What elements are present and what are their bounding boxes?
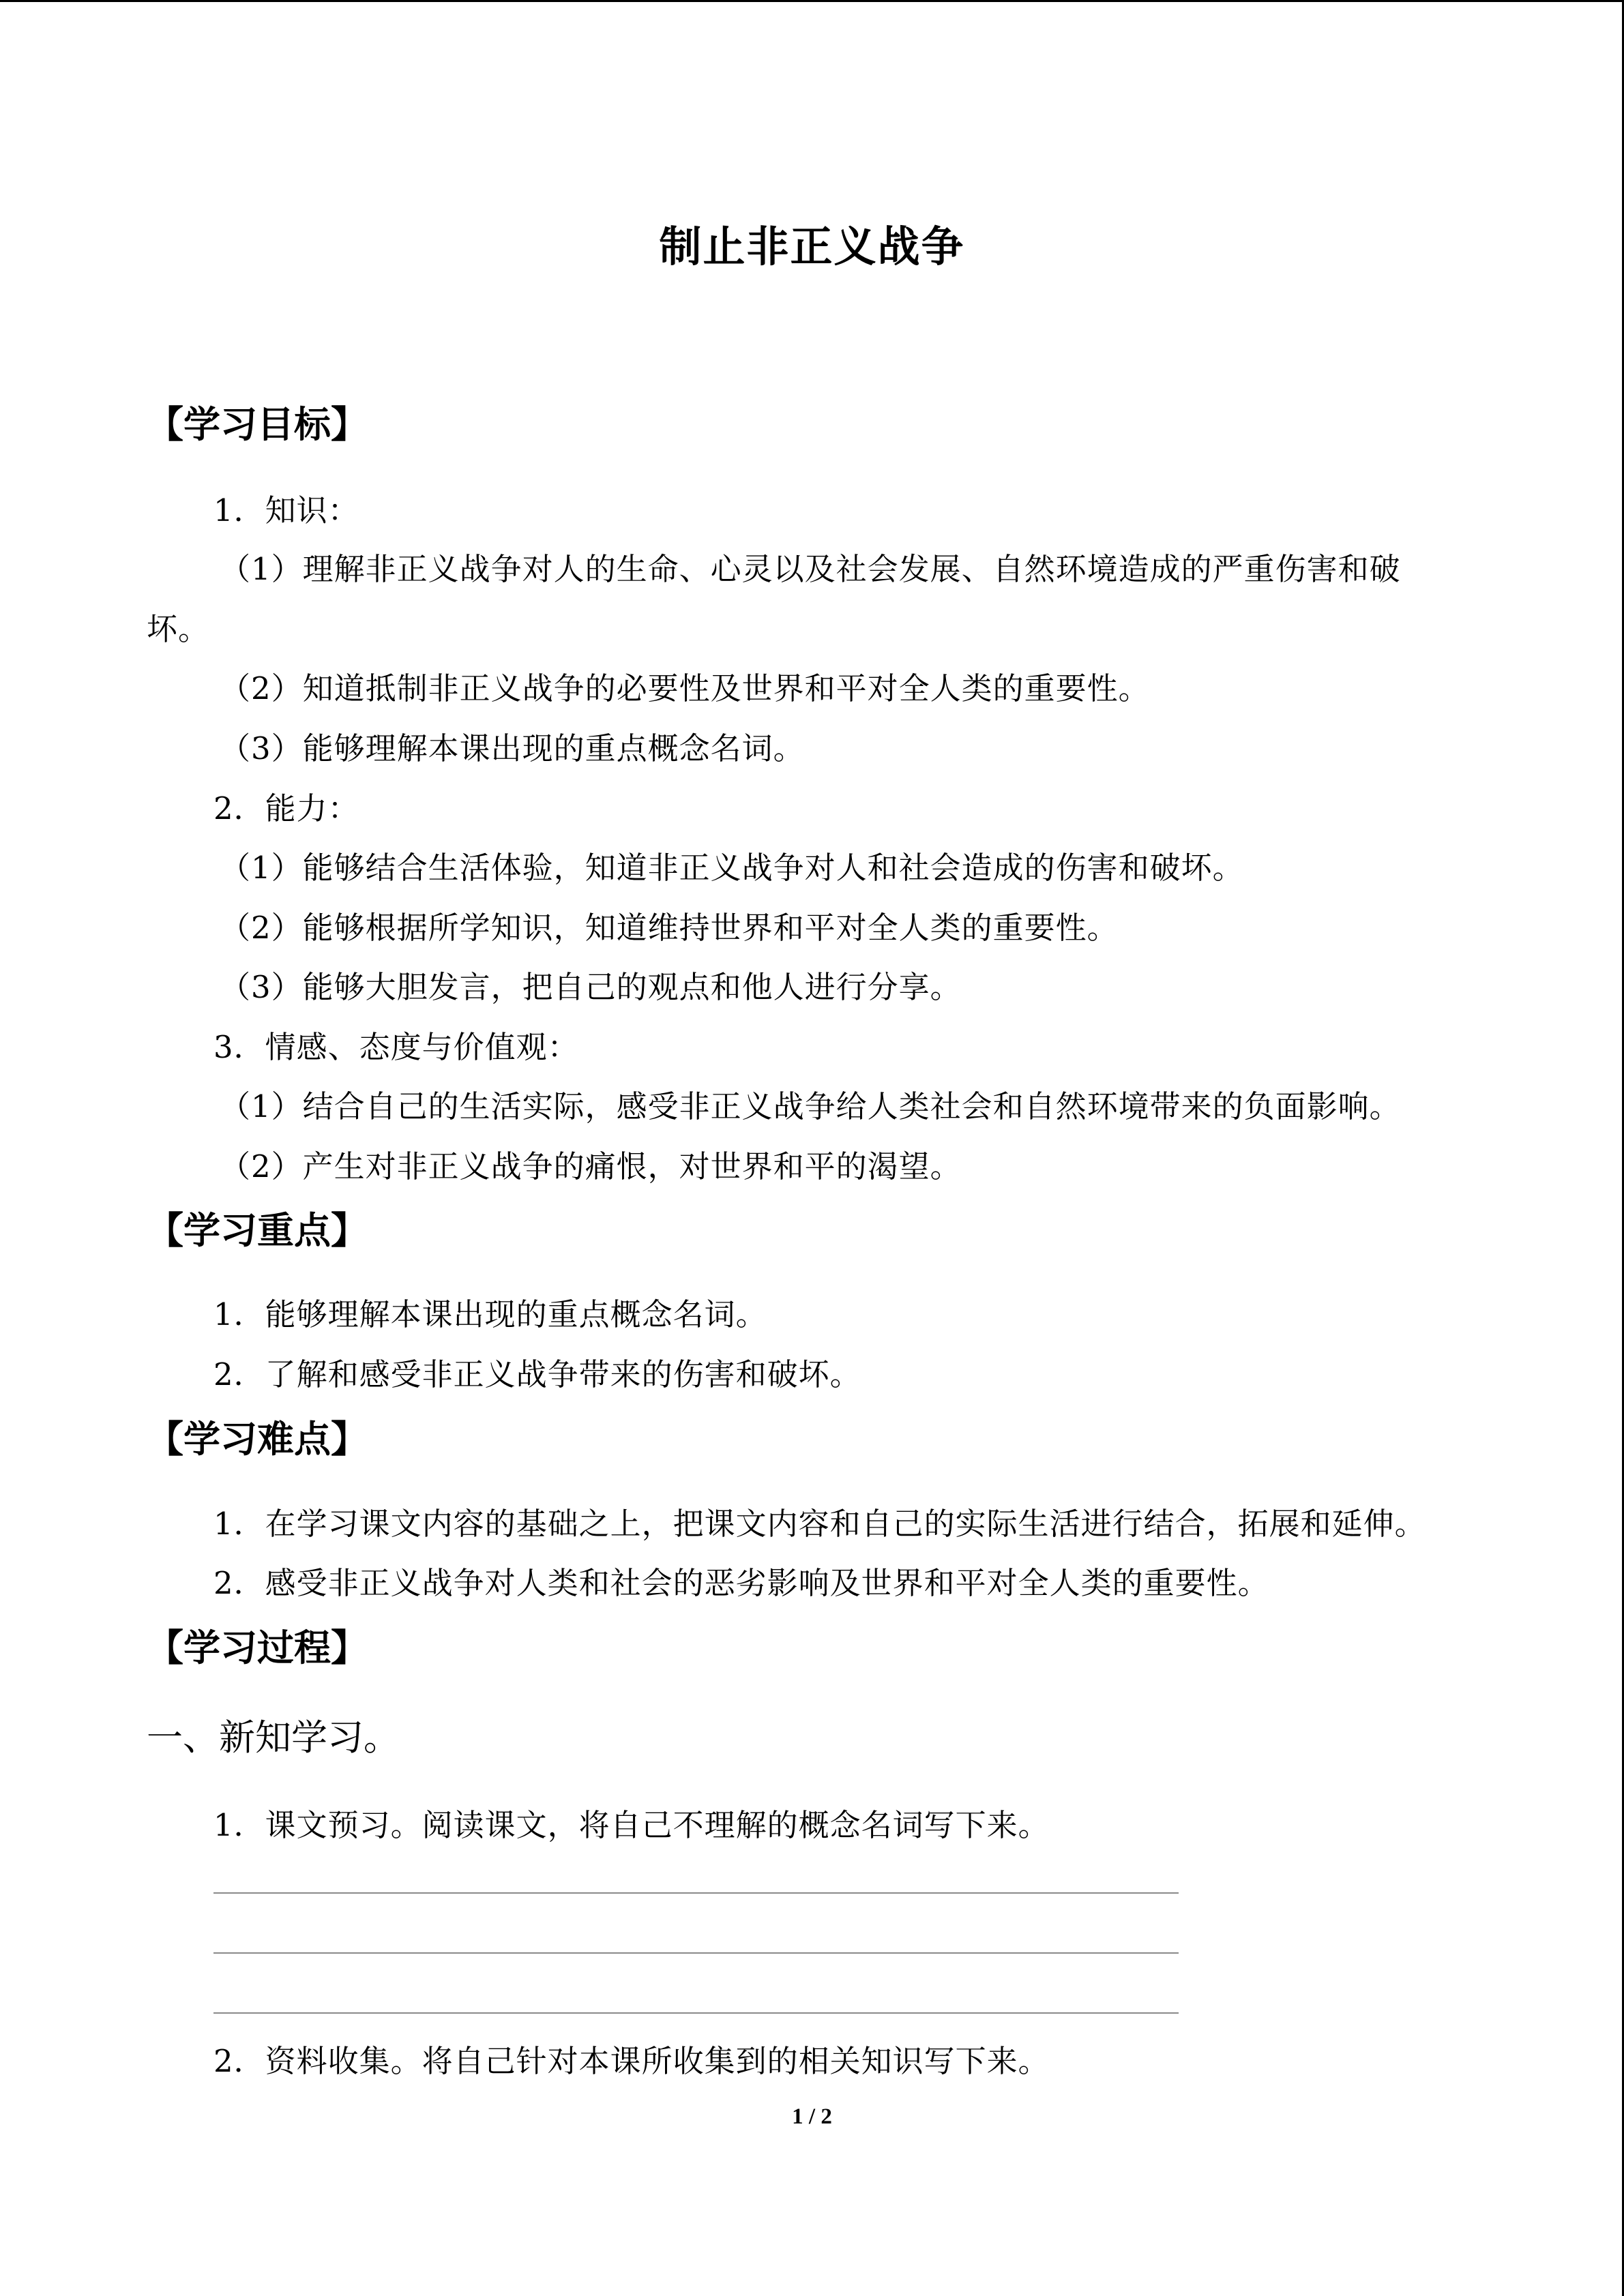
attitude-item: （1）结合自己的生活实际，感受非正义战争给人类社会和自然环境带来的负面影响。	[220, 1088, 1401, 1124]
attitude-label: 3．情感、态度与价值观：	[213, 1029, 579, 1065]
attitude-item: （2）产生对非正义战争的痛恨，对世界和平的渴望。	[220, 1148, 962, 1184]
difficulty-item: 1．在学习课文内容的基础之上，把课文内容和自己的实际生活进行结合，拓展和延伸。	[213, 1506, 1426, 1542]
knowledge-item: （2）知道抵制非正义战争的必要性及世界和平对全人类的重要性。	[220, 670, 1150, 706]
process-heading: 【学习过程】	[147, 1626, 368, 1669]
key-point-item: 1．能够理解本课出现的重点概念名词。	[213, 1296, 767, 1332]
ability-item: （3）能够大胆发言，把自己的观点和他人进行分享。	[220, 969, 962, 1005]
key-point-item: 2．了解和感受非正义战争带来的伤害和破坏。	[213, 1356, 861, 1392]
ability-item: （2）能够根据所学知识，知道维持世界和平对全人类的重要性。	[220, 910, 1119, 946]
page-number: 1 / 2	[792, 2104, 832, 2129]
ability-item: （1）能够结合生活体验，知道非正义战争对人和社会造成的伤害和破坏。	[220, 850, 1244, 886]
task-1: 1．课文预习。阅读课文，将自己不理解的概念名词写下来。	[213, 1807, 1050, 1843]
key-points-heading: 【学习重点】	[147, 1209, 368, 1252]
answer-line[interactable]	[213, 2012, 1179, 2014]
answer-line[interactable]	[213, 1892, 1179, 1894]
knowledge-item: （1）理解非正义战争对人的生命、心灵以及社会发展、自然环境造成的严重伤害和破	[220, 551, 1401, 587]
knowledge-item-continuation: 坏。	[147, 611, 210, 647]
answer-line[interactable]	[213, 1952, 1179, 1954]
difficulties-heading: 【学习难点】	[147, 1418, 368, 1461]
page-border-top	[0, 0, 1624, 2]
section-title: 一、新知学习。	[147, 1717, 400, 1759]
knowledge-label: 1．知识：	[213, 492, 359, 528]
task-2: 2．资料收集。将自己针对本课所收集到的相关知识写下来。	[213, 2043, 1050, 2079]
knowledge-item: （3）能够理解本课出现的重点概念名词。	[220, 730, 805, 766]
objectives-heading: 【学习目标】	[147, 403, 368, 446]
page-title: 制止非正义战争	[659, 222, 965, 271]
difficulty-item: 2．感受非正义战争对人类和社会的恶劣影响及世界和平对全人类的重要性。	[213, 1565, 1269, 1601]
ability-label: 2．能力：	[213, 790, 359, 826]
